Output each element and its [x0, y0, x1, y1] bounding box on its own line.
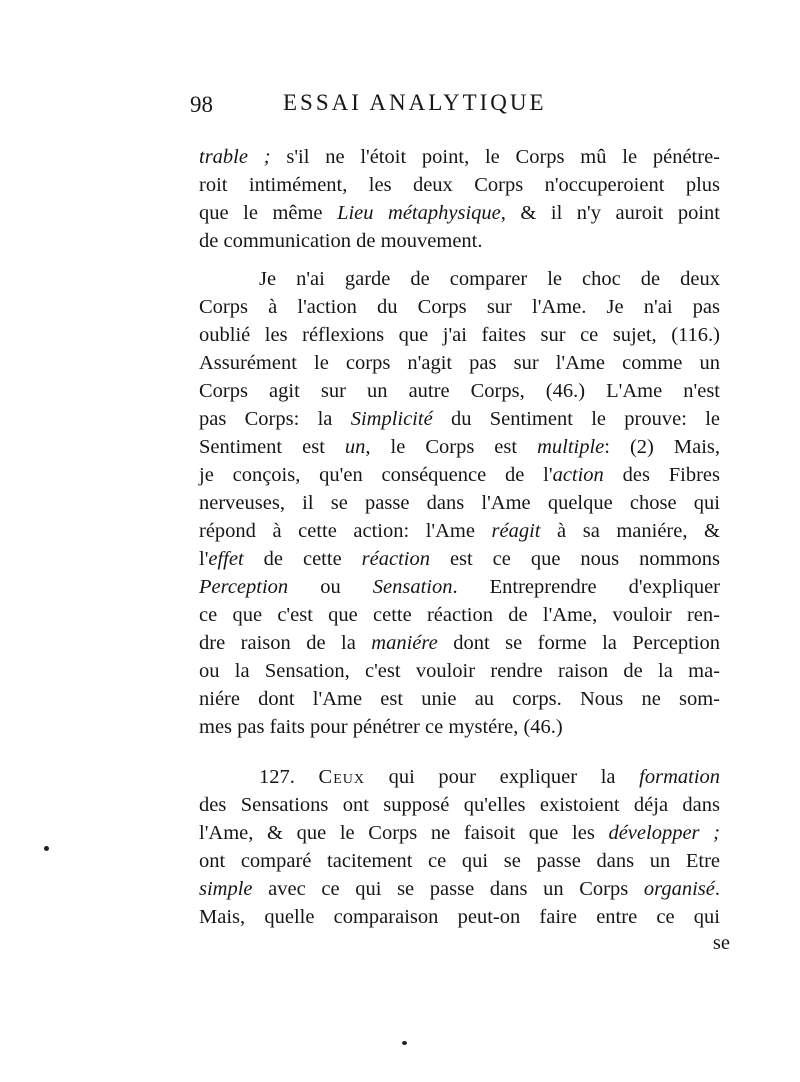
text-line: [199, 546, 720, 572]
italic-text: réagit: [491, 520, 541, 542]
text-line: roit intimément, les deux Corps n'occuperoient plus: [199, 174, 720, 196]
text-line: nerveuses, il se passe dans l'Ame quelque chose qui: [199, 492, 720, 514]
small-caps-lead: Ceux: [318, 766, 365, 788]
italic-text: Lieu métaphysique: [337, 202, 501, 224]
text-span: est ce que nous nommons: [429, 548, 720, 570]
text-line: [199, 574, 720, 600]
text-span: dre raison de la: [199, 632, 372, 654]
text-span: de cette: [243, 548, 362, 570]
italic-text: effet: [208, 548, 244, 570]
italic-text: Sensation: [372, 576, 453, 598]
catchword: se: [712, 932, 730, 954]
text-line: [199, 876, 720, 902]
text-span: : (2) Mais,: [604, 436, 720, 458]
italic-text: action: [552, 464, 604, 486]
text-line: [199, 820, 720, 846]
running-header: [190, 88, 670, 124]
text-span: du Sentiment le prouve: le: [432, 408, 720, 430]
text-span: pas Corps: la: [199, 408, 351, 430]
text-span: qui pour expliquer la: [364, 766, 640, 788]
text-span: Sentiment est: [199, 436, 345, 458]
text-line: [199, 406, 720, 432]
text-line: [199, 462, 720, 488]
text-span: que le même: [199, 202, 338, 224]
italic-text: simple: [199, 878, 253, 900]
text-line: [259, 764, 720, 790]
text-line: ou la Sensation, c'est vouloir rendre raison de la ma-: [199, 660, 720, 682]
ink-speck: [402, 1041, 407, 1045]
text-span: , le Corps est: [365, 436, 538, 458]
running-title: ESSAI ANALYTIQUE: [283, 90, 547, 115]
text-line: [199, 518, 720, 544]
text-span: l'Ame, & que le Corps ne faisoit que les: [199, 822, 609, 844]
text-span: répond à cette action: l'Ame: [199, 520, 492, 542]
text-line: ce que c'est que cette réaction de l'Ame, vouloir ren-: [199, 604, 720, 626]
text-span: à sa maniére, &: [540, 520, 720, 542]
italic-text: réaction: [361, 548, 430, 570]
italic-text: développer ;: [608, 822, 720, 844]
text-line: [199, 434, 720, 460]
text-span: . Entreprendre d'expliquer: [452, 576, 721, 598]
text-line: Corps agit sur un autre Corps, (46.) L'Ame n'est: [199, 380, 720, 402]
italic-text: Perception: [199, 576, 289, 598]
text-line: Assurément le corps n'agit pas sur l'Ame comme un: [199, 352, 720, 374]
italic-text: Simplicité: [350, 408, 433, 430]
text-span: s'il ne l'étoit point, le Corps mû le pénétre-: [270, 146, 720, 168]
page-number: 98: [190, 92, 213, 117]
text-span: l': [199, 548, 209, 570]
italic-text: multiple: [537, 436, 605, 458]
text-line: des Sensations ont supposé qu'elles existoient déja dans: [199, 794, 720, 816]
text-line: Mais, quelle comparaison peut-on faire entre ce qui: [199, 906, 720, 928]
italic-text: formation: [639, 766, 721, 788]
text-line: niére dont l'Ame est unie au corps. Nous ne som-: [199, 688, 720, 710]
ink-speck: [44, 846, 49, 851]
text-line: mes pas faits pour pénétrer ce mystére, (46.): [199, 716, 563, 738]
text-line: Je n'ai garde de comparer le choc de deux: [259, 268, 720, 290]
text-span: ou: [288, 576, 373, 598]
text-line: [199, 144, 720, 170]
italic-text: trable ;: [199, 146, 271, 168]
text-span: .: [714, 878, 720, 900]
text-line: de communication de mouvement.: [199, 230, 483, 252]
section-number: 127.: [259, 766, 295, 788]
text-line: ont comparé tacitement ce qui se passe dans un Etre: [199, 850, 720, 872]
text-span: je conçois, qu'en conséquence de l': [199, 464, 553, 486]
text-line: [199, 200, 720, 226]
text-span: dont se forme la Perception: [437, 632, 720, 654]
text-span: , & il n'y auroit point: [500, 202, 721, 224]
text-line: oublié les réflexions que j'ai faites sur ce sujet, (116.): [199, 324, 720, 346]
italic-text: un: [344, 436, 366, 458]
italic-text: organisé: [643, 878, 715, 900]
text-line: Corps à l'action du Corps sur l'Ame. Je n'ai pas: [199, 296, 720, 318]
text-span: avec ce qui se passe dans un Corps: [252, 878, 644, 900]
text-line: [199, 630, 720, 656]
text-span: des Fibres: [603, 464, 720, 486]
italic-text: maniére: [371, 632, 438, 654]
